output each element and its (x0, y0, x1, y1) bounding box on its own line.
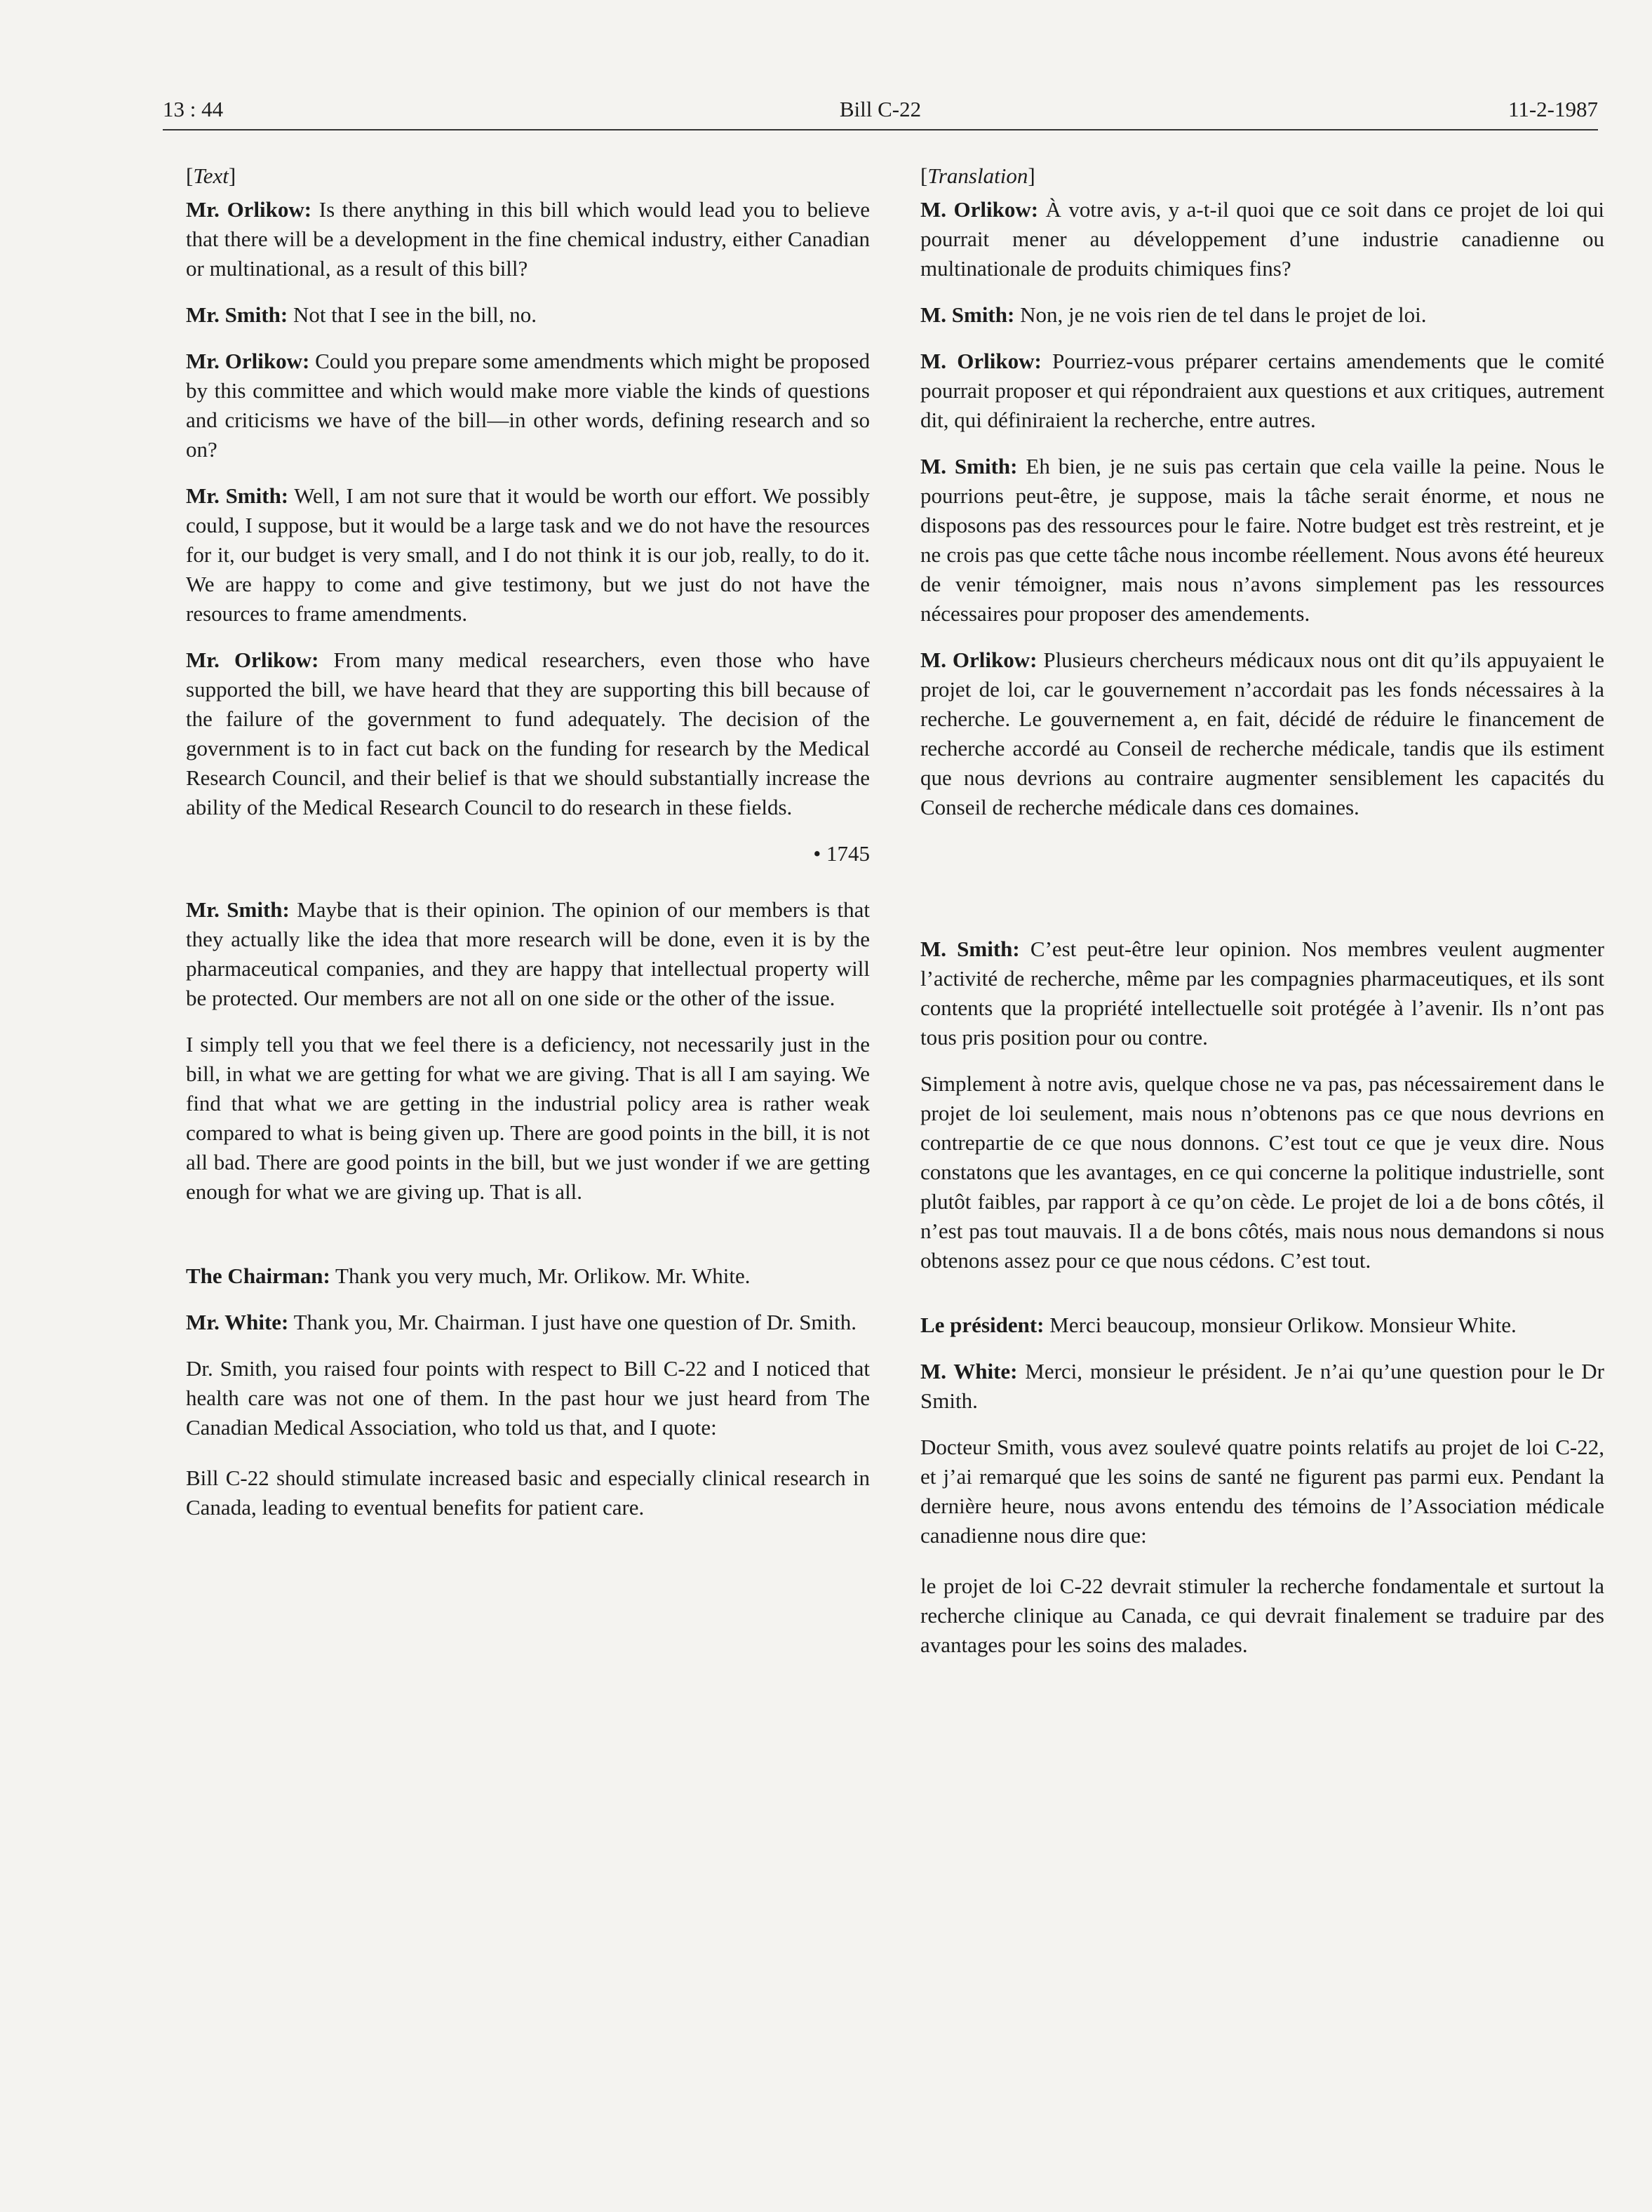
quotation: le projet de loi C-22 devrait stimuler la recherche fondamentale et surtout la recherche clinique au Canada, ce qui devrait finalement se traduire par des avantages pour les soins des malades. (920, 1574, 1604, 1657)
page-number: 13 : 44 (163, 97, 224, 121)
paragraph (186, 1308, 870, 1337)
speaker-name: M. Orlikow: (920, 349, 1042, 373)
paragraph (186, 481, 870, 629)
speaker-name: M. Orlikow: (920, 197, 1039, 222)
speaker-name: Mr. Orlikow: (186, 197, 312, 222)
paragraph-text: I simply tell you that we feel there is a deficiency, not necessarily just in the bill, in what we are getting for what we are giving. That is all I am saying. We find that what we are getting in the industrial policy area is rather weak compared to what is being given up. There are good points in the bill, it is not all bad. There are good points in the bill, but we just wonder if we are getting enough for what we are giving up. That is all. (186, 1032, 870, 1204)
paragraph-text: Simplement à notre avis, quelque chose ne va pas, pas nécessairement dans le projet de loi seulement, mais nous n’obtenons pas ce que nous devrions en contrepartie de ce que nous donnons. C’est tout ce que je veux dire. Nous constatons que les avantages, en ce qui concerne la politique industrielle, sont plutôt faibles, par rapport à ce qu’on cède. Le projet de loi a de bons côtés, il n’est pas tout mauvais. Il a de bons côtés, mais nous nous demandons si nous obtenons assez pour ce que nous cédons. C’est tout. (920, 1071, 1604, 1273)
paragraph-group (920, 195, 1604, 822)
paragraph-group (186, 895, 870, 1207)
speaker-name: Mr. White: (186, 1310, 289, 1334)
speaker-name: M. Smith: (920, 937, 1020, 961)
paragraph (920, 300, 1604, 330)
paragraph (186, 195, 870, 283)
paragraph (186, 895, 870, 1013)
paragraph (186, 1030, 870, 1207)
paragraph (920, 1311, 1604, 1340)
speaker-name: M. Smith: (920, 302, 1015, 327)
page-title: Bill C-22 (839, 97, 922, 121)
paragraph-group (920, 934, 1604, 1275)
paragraph (920, 347, 1604, 435)
paragraph (186, 645, 870, 822)
paragraph-text: Not that I see in the bill, no. (288, 302, 537, 327)
column-tag: [Translation] (920, 163, 1035, 188)
speaker-name: Mr. Orlikow: (186, 349, 310, 373)
speaker-name: Mr. Smith: (186, 483, 289, 508)
paragraph-text: Thank you very much, Mr. Orlikow. Mr. White. (330, 1263, 751, 1288)
paragraph-text: Is there anything in this bill which would lead you to believe that there will be a development in the fine chemical industry, either Canadian or multinational, as a result of this bill? (186, 197, 870, 281)
speaker-name: The Chairman: (186, 1263, 330, 1288)
english-column (186, 161, 870, 1539)
paragraph (920, 1069, 1604, 1275)
speaker-name: Le président: (920, 1313, 1045, 1337)
paragraph-text: Eh bien, je ne suis pas certain que cela vaille la peine. Nous le pourrions peut-être, je suppose, mais la tâche serait énorme, et nous ne disposons pas des ressources pour le faire. Notre budget est très restreint, et je ne crois pas que cette tâche nous incombe réellement. Nous avons été heureux de venir témoigner, mais nous n’avons simplement pas les ressources nécessaires pour proposer des amendements. (920, 454, 1604, 626)
paragraph (920, 1357, 1604, 1416)
paragraph-text: Could you prepare some amendments which might be proposed by this committee and which would make more viable the kinds of questions and criticisms we have of the bill—in other words, defining research and so on? (186, 349, 870, 462)
header-rule (163, 129, 1598, 130)
speaker-name: M. White: (920, 1359, 1018, 1383)
paragraph (186, 1354, 870, 1442)
paragraph (186, 1261, 870, 1291)
paragraph (186, 347, 870, 464)
speaker-name: M. Orlikow: (920, 648, 1037, 672)
paragraph-text: Merci beaucoup, monsieur Orlikow. Monsieur White. (1044, 1313, 1517, 1337)
paragraph-text: Non, je ne vois rien de tel dans le projet de loi. (1014, 302, 1427, 327)
paragraph-group (920, 1311, 1604, 1550)
paragraph-text: C’est peut-être leur opinion. Nos membres veulent augmenter l’activité de recherche, même par les compagnies pharmaceutiques, et ils sont contents que la propriété intellectuelle soit protégée à l’avenir. Ils n’ont pas tous pris position pour ou contre. (920, 937, 1604, 1050)
paragraph (920, 645, 1604, 822)
paragraph-text: Thank you, Mr. Chairman. I just have one question of Dr. Smith. (288, 1310, 857, 1334)
paragraph-text: Pourriez-vous préparer certains amendements que le comité pourrait proposer et qui répondraient aux questions et aux critiques, autrement dit, qui définiraient la recherche, entre autres. (920, 349, 1604, 432)
speaker-name: Mr. Orlikow: (186, 648, 319, 672)
paragraph (920, 1433, 1604, 1550)
page-date: 11-2-1987 (1508, 97, 1598, 121)
paragraph-text: From many medical researchers, even those who have supported the bill, we have heard that they are supporting this bill because of the failure of the government to fund adequately. The decision of the government is to in fact cut back on the funding for research by the Medical Research Council, and their belief is that we should substantially increase the ability of the Medical Research Council to do research in these fields. (186, 648, 870, 819)
paragraph (920, 195, 1604, 283)
paragraph (920, 452, 1604, 629)
paragraph-text: Docteur Smith, vous avez soulevé quatre points relatifs au projet de loi C-22, et j’ai remarqué que les soins de santé ne figurent pas parmi eux. Pendant la dernière heure, nous avons entendu des témoins de l’Association médicale canadienne nous dire que: (920, 1435, 1604, 1548)
paragraph-group (186, 1261, 870, 1442)
speaker-name: Mr. Smith: (186, 897, 290, 922)
speaker-name: Mr. Smith: (186, 302, 288, 327)
paragraph-text: Merci, monsieur le président. Je n’ai qu’une question pour le Dr Smith. (920, 1359, 1605, 1413)
column-tag: [Text] (186, 163, 236, 188)
quotation: Bill C-22 should stimulate increased basic and especially clinical research in Canada, leading to eventual benefits for patient care. (186, 1466, 870, 1520)
paragraph-text: À votre avis, y a-t-il quoi que ce soit dans ce projet de loi qui pourrait mener au développement d’une industrie canadienne ou multinationale de produits chimiques fins? (920, 197, 1604, 281)
paragraph-text: Plusieurs chercheurs médicaux nous ont dit qu’ils appuyaient le projet de loi, car le gouvernement n’accordait pas les fonds nécessaires à la recherche. Le gouvernement a, en fait, décidé de réduire le financement de recherche accordé au Conseil de recherche médicale, tandis que ils estiment que nous devrions au contraire augmenter sensiblement les capacités du Conseil de recherche médicale dans ces domaines. (920, 648, 1605, 819)
paragraph (920, 934, 1604, 1052)
paragraph-text: Dr. Smith, you raised four points with respect to Bill C-22 and I noticed that health care was not one of them. In the past hour we just heard from The Canadian Medical Association, who told us that, and I quote: (186, 1356, 870, 1440)
page-header (163, 88, 1598, 130)
french-column (920, 161, 1604, 1677)
speaker-name: M. Smith: (920, 454, 1018, 478)
paragraph-text: Maybe that is their opinion. The opinion of our members is that they actually like the idea that more research will be done, even it is by the pharmaceutical companies, and they are happy that intellectual property will be protected. Our members are not all on one side or the other of the issue. (186, 897, 870, 1010)
paragraph (186, 300, 870, 330)
time-mark: • 1745 (813, 841, 870, 866)
paragraph-text: Well, I am not sure that it would be worth our effort. We possibly could, I suppose, but it would be a large task and we do not have the resources for it, our budget is very small, and I do not think it is our job, really, to do it. We are happy to come and give testimony, but we just do not have the resources to frame amendments. (186, 483, 870, 626)
paragraph-group (186, 195, 870, 822)
